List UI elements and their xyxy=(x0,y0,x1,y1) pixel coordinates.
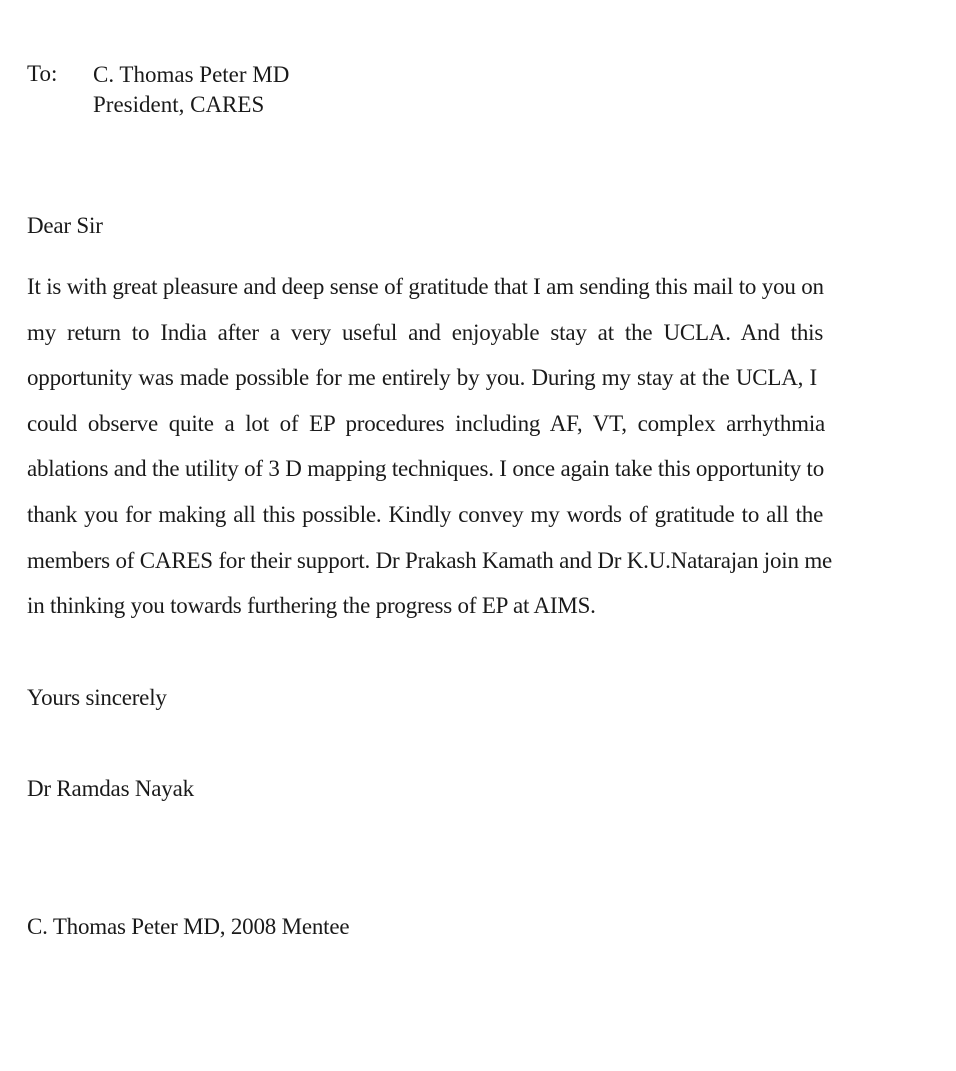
body-line: ablations and the utility of 3 D mapping techniques. I once again take this opportunity to xyxy=(27,456,825,482)
body-line: could observe quite a lot of EP procedures including AF, VT, complex arrhythmia xyxy=(27,410,826,436)
body-line: opportunity was made possible for me entirely by you. During my stay at the UCLA, I xyxy=(27,365,817,391)
recipient-name: C. Thomas Peter MD xyxy=(93,62,290,87)
letter-body xyxy=(27,273,833,638)
recipient-block xyxy=(93,60,289,120)
to-label: To: xyxy=(27,61,58,86)
recipient-title: President, CARES xyxy=(93,92,265,117)
body-line: thank you for making all this possible. Kindly convey my words of gratitude to all the xyxy=(27,501,824,527)
closing: Yours sincerely xyxy=(27,685,167,710)
signature-name: Dr Ramdas Nayak xyxy=(27,776,194,801)
body-line: in thinking you towards furthering the progress of EP at AIMS. xyxy=(27,593,596,619)
footer-note: C. Thomas Peter MD, 2008 Mentee xyxy=(27,914,350,939)
salutation: Dear Sir xyxy=(27,213,103,238)
body-line: It is with great pleasure and deep sense of gratitude that I am sending this mail to you on xyxy=(27,274,824,299)
body-line: members of CARES for their support. Dr Prakash Kamath and Dr K.U.Natarajan join me xyxy=(27,547,833,573)
body-line: my return to India after a very useful and enjoyable stay at the UCLA. And this xyxy=(27,319,824,345)
